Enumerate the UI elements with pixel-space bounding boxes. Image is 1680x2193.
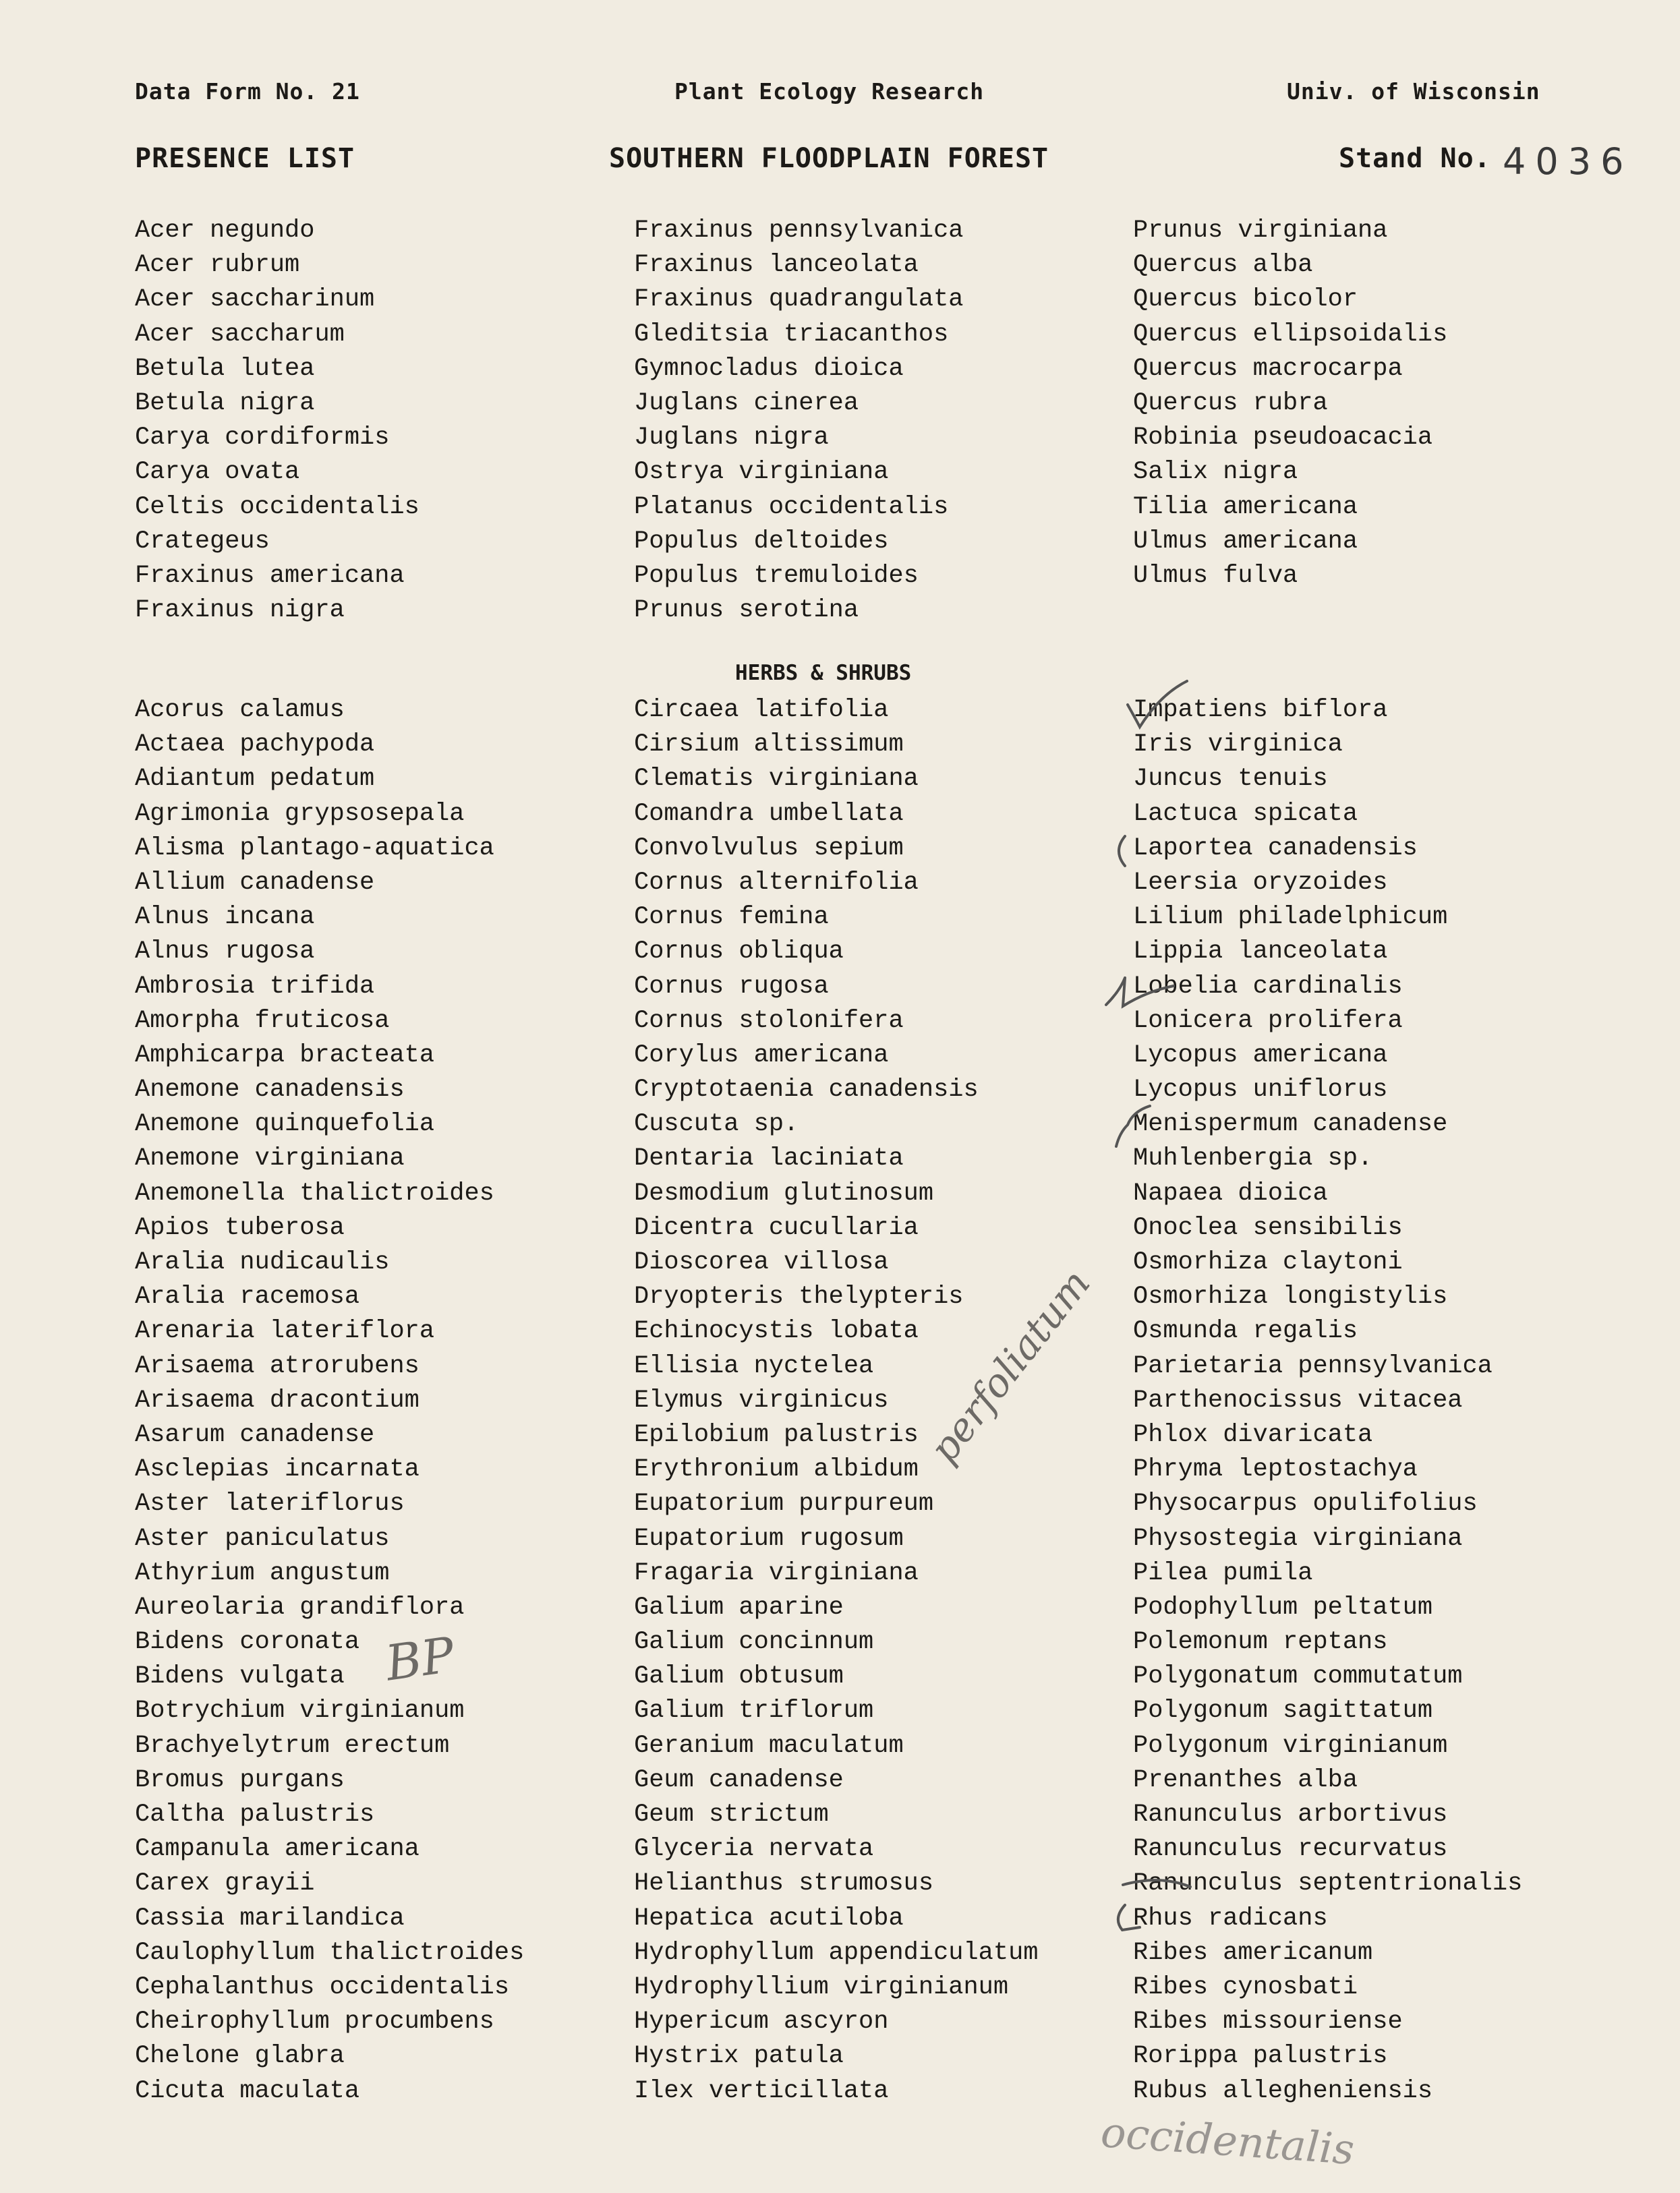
species-name: Campanula americana — [135, 1835, 419, 1864]
species-name: Ribes missouriense — [1133, 2008, 1403, 2037]
species-name: Laportea canadensis — [1133, 834, 1418, 862]
species-name: Echinocystis lobata — [634, 1317, 919, 1346]
species-name: Cornus obliqua — [634, 937, 844, 966]
species-name: Aster lateriflorus — [135, 1490, 405, 1519]
species-name: Rorippa palustris — [1133, 2042, 1388, 2071]
species-name: Alnus rugosa — [135, 937, 315, 966]
species-name: Impatiens biflora — [1133, 696, 1388, 724]
species-name: Juncus tenuis — [1133, 765, 1328, 794]
species-name: Polygonum virginianum — [1133, 1731, 1448, 1760]
species-name: Gleditsia triacanthos — [634, 320, 949, 349]
species-name: Erythronium albidum — [634, 1455, 919, 1484]
species-name: Elymus virginicus — [634, 1386, 889, 1415]
species-name: Parthenocissus vitacea — [1133, 1386, 1463, 1415]
species-name: Tilia americana — [1133, 492, 1358, 521]
species-name: Agrimonia grypsosepala — [135, 799, 465, 828]
species-name: Quercus macrocarpa — [1133, 354, 1403, 383]
species-name: Dioscorea villosa — [634, 1248, 889, 1277]
species-name: Crategeus — [135, 527, 270, 556]
species-name: Arenaria lateriflora — [135, 1317, 435, 1346]
species-name: Juglans cinerea — [634, 388, 859, 417]
species-name: Acorus calamus — [135, 696, 345, 724]
species-name: Epilobium palustris — [634, 1420, 919, 1449]
check-mark-icon — [1119, 836, 1125, 866]
species-name: Fraxinus lanceolata — [634, 251, 919, 280]
species-name: Eupatorium rugosum — [634, 1524, 904, 1553]
species-name: Leersia oryzoides — [1133, 868, 1388, 897]
species-name: Parietaria pennsylvanica — [1133, 1351, 1493, 1380]
species-name: Anemonella thalictroides — [135, 1179, 494, 1208]
species-name: Rubus allegheniensis — [1133, 2076, 1433, 2105]
check-mark-icon — [1123, 1880, 1190, 1887]
species-name: Apios tuberosa — [135, 1213, 345, 1242]
species-name: Ulmus americana — [1133, 527, 1358, 556]
species-name: Rhus radicans — [1133, 1904, 1328, 1933]
species-name: Asarum canadense — [135, 1420, 375, 1449]
species-name: Cephalanthus occidentalis — [135, 1972, 510, 2001]
species-name: Osmorhiza claytoni — [1133, 1248, 1403, 1277]
species-name: Hypericum ascyron — [634, 2008, 889, 2037]
species-name: Podophyllum peltatum — [1133, 1593, 1433, 1622]
species-name: Osmunda regalis — [1133, 1317, 1358, 1346]
species-name: Alisma plantago-aquatica — [135, 834, 494, 862]
species-name: Ambrosia trifida — [135, 972, 375, 1001]
species-name: Carya ovata — [135, 458, 300, 487]
organization: Plant Ecology Research — [674, 78, 985, 105]
species-name: Eupatorium purpureum — [634, 1490, 934, 1519]
species-name: Celtis occidentalis — [135, 492, 419, 521]
species-name: Pilea pumila — [1133, 1558, 1313, 1587]
species-name: Galium concinnum — [634, 1628, 874, 1657]
species-name: Geum canadense — [634, 1765, 844, 1794]
species-name: Clematis virginiana — [634, 765, 919, 794]
species-name: Phlox divaricata — [1133, 1420, 1373, 1449]
species-name: Prenanthes alba — [1133, 1765, 1358, 1794]
species-name: Cassia marilandica — [135, 1904, 405, 1933]
species-name: Adiantum pedatum — [135, 765, 375, 794]
species-name: Cicuta maculata — [135, 2076, 360, 2105]
species-name: Robinia pseudoacacia — [1133, 423, 1433, 452]
species-name: Desmodium glutinosum — [634, 1179, 934, 1208]
species-name: Quercus ellipsoidalis — [1133, 320, 1448, 349]
species-name: Fraxinus nigra — [135, 596, 345, 625]
species-name: Juglans nigra — [634, 423, 829, 452]
species-name: Cornus stolonifera — [634, 1006, 904, 1035]
species-name: Polygonum sagittatum — [1133, 1697, 1433, 1726]
species-name: Glyceria nervata — [634, 1835, 874, 1864]
species-name: Ranunculus arbortivus — [1133, 1801, 1448, 1829]
species-name: Physocarpus opulifolius — [1133, 1490, 1478, 1519]
species-name: Asclepias incarnata — [135, 1455, 419, 1484]
species-name: Cornus alternifolia — [634, 868, 919, 897]
species-name: Hepatica acutiloba — [634, 1904, 904, 1933]
species-name: Quercus alba — [1133, 251, 1313, 280]
species-name: Gymnocladus dioica — [634, 354, 904, 383]
species-name: Fraxinus quadrangulata — [634, 285, 964, 314]
species-name: Dryopteris thelypteris — [634, 1283, 964, 1312]
species-name: Brachyelytrum erectum — [135, 1731, 450, 1760]
species-name: Alnus incana — [135, 903, 315, 932]
species-name: Fragaria virginiana — [634, 1558, 919, 1587]
species-name: Geranium maculatum — [634, 1731, 904, 1760]
species-name: Hydrophyllium virginianum — [634, 1972, 1009, 2001]
handwritten-bp: BP — [382, 1626, 458, 1692]
species-name: Phryma leptostachya — [1133, 1455, 1418, 1484]
species-name: Amphicarpa bracteata — [135, 1041, 435, 1070]
species-name: Galium triflorum — [634, 1697, 874, 1726]
species-name: Populus deltoides — [634, 527, 889, 556]
stand-label: Stand No. — [1339, 143, 1491, 174]
species-name: Bidens coronata — [135, 1628, 360, 1657]
species-name: Amorpha fruticosa — [135, 1006, 390, 1035]
species-name: Ellisia nyctelea — [634, 1351, 874, 1380]
species-name: Arisaema atrorubens — [135, 1351, 419, 1380]
species-name: Cornus rugosa — [634, 972, 829, 1001]
species-name: Chelone glabra — [135, 2042, 345, 2071]
species-name: Geum strictum — [634, 1801, 829, 1829]
form-number: Data Form No. 21 — [135, 78, 360, 105]
check-mark-icon — [1106, 978, 1174, 1006]
species-name: Athyrium angustum — [135, 1558, 390, 1587]
species-name: Acer negundo — [135, 216, 315, 245]
species-name: Acer rubrum — [135, 251, 300, 280]
species-name: Prunus serotina — [634, 596, 859, 625]
species-name: Botrychium virginianum — [135, 1697, 465, 1726]
species-name: Hystrix patula — [634, 2042, 844, 2071]
species-name: Actaea pachypoda — [135, 730, 375, 759]
species-name: Corylus americana — [634, 1041, 889, 1070]
species-name: Quercus rubra — [1133, 388, 1328, 417]
species-name: Ribes americanum — [1133, 1938, 1373, 1967]
species-name: Hydrophyllum appendiculatum — [634, 1938, 1039, 1967]
community-title: SOUTHERN FLOODPLAIN FOREST — [609, 143, 1049, 174]
species-name: Aureolaria grandiflora — [135, 1593, 465, 1622]
check-mark-icon — [1128, 681, 1187, 727]
species-name: Bidens vulgata — [135, 1662, 345, 1691]
species-name: Comandra umbellata — [634, 799, 904, 828]
university: Univ. of Wisconsin — [1287, 78, 1540, 105]
species-name: Acer saccharinum — [135, 285, 375, 314]
species-name: Cirsium altissimum — [634, 730, 904, 759]
species-name: Arisaema dracontium — [135, 1386, 419, 1415]
species-name: Platanus occidentalis — [634, 492, 949, 521]
species-name: Ranunculus recurvatus — [1133, 1835, 1448, 1864]
species-name: Cheirophyllum procumbens — [135, 2008, 494, 2037]
species-name: Cuscuta sp. — [634, 1110, 799, 1139]
species-name: Populus tremuloides — [634, 561, 919, 590]
species-name: Onoclea sensibilis — [1133, 1213, 1403, 1242]
species-name: Lonicera prolifera — [1133, 1006, 1403, 1035]
species-name: Anemone quinquefolia — [135, 1110, 435, 1139]
species-name: Lobelia cardinalis — [1133, 972, 1403, 1001]
list-title: PRESENCE LIST — [135, 143, 355, 174]
species-name: Circaea latifolia — [634, 696, 889, 724]
species-name: Menispermum canadense — [1133, 1110, 1448, 1139]
species-name: Fraxinus americana — [135, 561, 405, 590]
species-name: Polemonum reptans — [1133, 1628, 1388, 1657]
species-name: Physostegia virginiana — [1133, 1524, 1463, 1553]
species-name: Galium obtusum — [634, 1662, 844, 1691]
species-name: Iris virginica — [1133, 730, 1343, 759]
species-name: Bromus purgans — [135, 1765, 345, 1794]
species-name: Aralia racemosa — [135, 1283, 360, 1312]
check-mark-icon — [1118, 1905, 1140, 1930]
species-name: Anemone canadensis — [135, 1076, 405, 1105]
handwritten-perfoliatum: perfoliatum — [921, 1260, 1099, 1471]
species-name: Betula lutea — [135, 354, 315, 383]
species-name: Muhlenbergia sp. — [1133, 1144, 1373, 1173]
species-name: Napaea dioica — [1133, 1179, 1328, 1208]
species-name: Galium aparine — [634, 1593, 844, 1622]
handwritten-bottom-note: occidentalis — [1099, 2107, 1356, 2175]
species-name: Aster paniculatus — [135, 1524, 390, 1553]
species-name: Acer saccharum — [135, 320, 345, 349]
species-name: Dicentra cucullaria — [634, 1213, 919, 1242]
species-name: Fraxinus pennsylvanica — [634, 216, 964, 245]
species-name: Aralia nudicaulis — [135, 1248, 390, 1277]
herbs-shrubs-heading: HERBS & SHRUBS — [735, 661, 912, 685]
species-name: Dentaria laciniata — [634, 1144, 904, 1173]
species-name: Allium canadense — [135, 868, 375, 897]
species-name: Carya cordiformis — [135, 423, 390, 452]
species-name: Ribes cynosbati — [1133, 1972, 1358, 2001]
species-name: Anemone virginiana — [135, 1144, 405, 1173]
species-name: Lippia lanceolata — [1133, 937, 1388, 966]
species-name: Lilium philadelphicum — [1133, 903, 1448, 932]
species-name: Caltha palustris — [135, 1801, 375, 1829]
species-name: Ranunculus septentrionalis — [1133, 1869, 1523, 1898]
species-name: Convolvulus sepium — [634, 834, 904, 862]
species-name: Cryptotaenia canadensis — [634, 1076, 979, 1105]
species-name: Lycopus uniflorus — [1133, 1076, 1388, 1105]
species-name: Carex grayii — [135, 1869, 315, 1898]
species-name: Caulophyllum thalictroides — [135, 1938, 525, 1967]
species-name: Ulmus fulva — [1133, 561, 1298, 590]
species-name: Ostrya virginiana — [634, 458, 889, 487]
species-name: Prunus virginiana — [1133, 216, 1388, 245]
species-name: Lactuca spicata — [1133, 799, 1358, 828]
species-name: Lycopus americana — [1133, 1041, 1388, 1070]
check-mark-icon — [1116, 1106, 1150, 1146]
species-name: Polygonatum commutatum — [1133, 1662, 1463, 1691]
species-name: Salix nigra — [1133, 458, 1298, 487]
species-name: Quercus bicolor — [1133, 285, 1358, 314]
species-name: Cornus femina — [634, 903, 829, 932]
species-name: Ilex verticillata — [634, 2076, 889, 2105]
species-name: Betula nigra — [135, 388, 315, 417]
species-name: Helianthus strumosus — [634, 1869, 934, 1898]
stand-number: 4036 — [1503, 140, 1633, 183]
species-name: Osmorhiza longistylis — [1133, 1283, 1448, 1312]
